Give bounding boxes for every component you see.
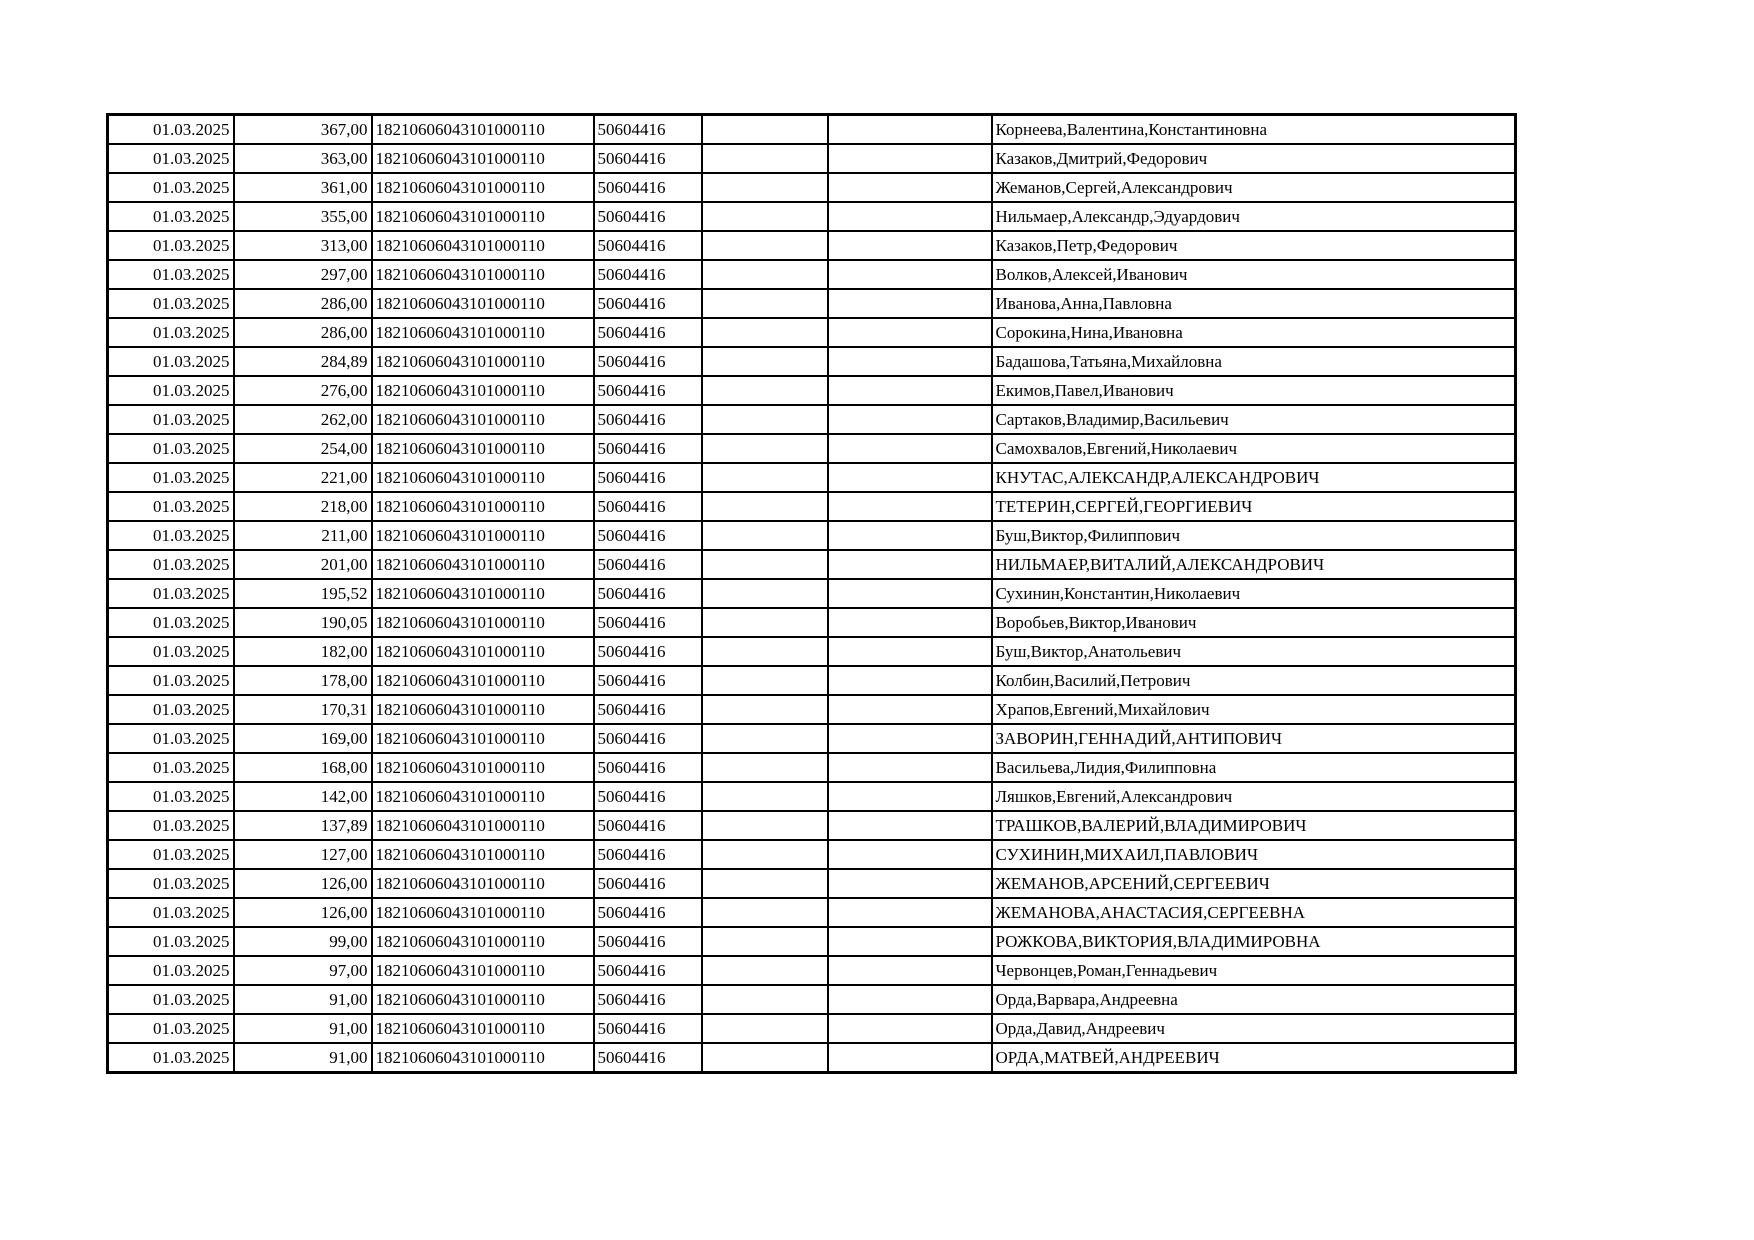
amount-cell: 361,00 [234, 173, 372, 202]
payer-name-cell: Орда,Давид,Андреевич [992, 1014, 1516, 1043]
date-cell: 01.03.2025 [108, 347, 234, 376]
amount-cell: 195,52 [234, 579, 372, 608]
amount-cell: 201,00 [234, 550, 372, 579]
empty-cell [702, 405, 828, 434]
empty-cell [702, 782, 828, 811]
empty-cell [702, 463, 828, 492]
empty-cell [702, 318, 828, 347]
empty-cell [702, 869, 828, 898]
oktmo-cell: 50604416 [594, 782, 702, 811]
kbk-cell: 18210606043101000110 [372, 405, 594, 434]
table-row [108, 637, 1516, 666]
empty-cell [828, 956, 992, 985]
empty-cell [828, 840, 992, 869]
table-row [108, 405, 1516, 434]
payer-name-cell: Васильева,Лидия,Филипповна [992, 753, 1516, 782]
amount-cell: 99,00 [234, 927, 372, 956]
payer-name-cell: Волков,Алексей,Иванович [992, 260, 1516, 289]
payer-name-cell: ОРДА,МАТВЕЙ,АНДРЕЕВИЧ [992, 1043, 1516, 1073]
kbk-cell: 18210606043101000110 [372, 724, 594, 753]
date-cell: 01.03.2025 [108, 318, 234, 347]
kbk-cell: 18210606043101000110 [372, 463, 594, 492]
table-row [108, 1014, 1516, 1043]
date-cell: 01.03.2025 [108, 463, 234, 492]
table-row [108, 927, 1516, 956]
oktmo-cell: 50604416 [594, 753, 702, 782]
empty-cell [702, 724, 828, 753]
oktmo-cell: 50604416 [594, 898, 702, 927]
amount-cell: 170,31 [234, 695, 372, 724]
amount-cell: 126,00 [234, 898, 372, 927]
table-row [108, 260, 1516, 289]
kbk-cell: 18210606043101000110 [372, 579, 594, 608]
oktmo-cell: 50604416 [594, 405, 702, 434]
amount-cell: 126,00 [234, 869, 372, 898]
empty-cell [828, 985, 992, 1014]
empty-cell [828, 666, 992, 695]
table-row [108, 289, 1516, 318]
amount-cell: 91,00 [234, 1043, 372, 1073]
kbk-cell: 18210606043101000110 [372, 985, 594, 1014]
payer-name-cell: Екимов,Павел,Иванович [992, 376, 1516, 405]
date-cell: 01.03.2025 [108, 260, 234, 289]
empty-cell [828, 115, 992, 145]
payer-name-cell: СУХИНИН,МИХАИЛ,ПАВЛОВИЧ [992, 840, 1516, 869]
kbk-cell: 18210606043101000110 [372, 550, 594, 579]
amount-cell: 355,00 [234, 202, 372, 231]
oktmo-cell: 50604416 [594, 376, 702, 405]
empty-cell [702, 434, 828, 463]
date-cell: 01.03.2025 [108, 202, 234, 231]
empty-cell [828, 898, 992, 927]
payer-name-cell: НИЛЬМАЕР,ВИТАЛИЙ,АЛЕКСАНДРОВИЧ [992, 550, 1516, 579]
empty-cell [702, 608, 828, 637]
date-cell: 01.03.2025 [108, 927, 234, 956]
empty-cell [828, 1014, 992, 1043]
date-cell: 01.03.2025 [108, 811, 234, 840]
kbk-cell: 18210606043101000110 [372, 376, 594, 405]
empty-cell [702, 927, 828, 956]
table-row [108, 579, 1516, 608]
kbk-cell: 18210606043101000110 [372, 637, 594, 666]
kbk-cell: 18210606043101000110 [372, 927, 594, 956]
empty-cell [702, 347, 828, 376]
amount-cell: 276,00 [234, 376, 372, 405]
date-cell: 01.03.2025 [108, 521, 234, 550]
payer-name-cell: Червонцев,Роман,Геннадьевич [992, 956, 1516, 985]
oktmo-cell: 50604416 [594, 1043, 702, 1073]
empty-cell [828, 608, 992, 637]
kbk-cell: 18210606043101000110 [372, 144, 594, 173]
empty-cell [828, 376, 992, 405]
empty-cell [702, 521, 828, 550]
date-cell: 01.03.2025 [108, 695, 234, 724]
date-cell: 01.03.2025 [108, 231, 234, 260]
empty-cell [702, 695, 828, 724]
amount-cell: 178,00 [234, 666, 372, 695]
kbk-cell: 18210606043101000110 [372, 434, 594, 463]
oktmo-cell: 50604416 [594, 173, 702, 202]
empty-cell [702, 492, 828, 521]
kbk-cell: 18210606043101000110 [372, 492, 594, 521]
table-row [108, 985, 1516, 1014]
date-cell: 01.03.2025 [108, 840, 234, 869]
kbk-cell: 18210606043101000110 [372, 782, 594, 811]
date-cell: 01.03.2025 [108, 376, 234, 405]
kbk-cell: 18210606043101000110 [372, 956, 594, 985]
kbk-cell: 18210606043101000110 [372, 840, 594, 869]
table-row [108, 202, 1516, 231]
empty-cell [828, 318, 992, 347]
kbk-cell: 18210606043101000110 [372, 811, 594, 840]
date-cell: 01.03.2025 [108, 1043, 234, 1073]
oktmo-cell: 50604416 [594, 202, 702, 231]
empty-cell [702, 811, 828, 840]
oktmo-cell: 50604416 [594, 492, 702, 521]
table-row [108, 840, 1516, 869]
empty-cell [828, 405, 992, 434]
oktmo-cell: 50604416 [594, 927, 702, 956]
payer-name-cell: Буш,Виктор,Филиппович [992, 521, 1516, 550]
amount-cell: 284,89 [234, 347, 372, 376]
payer-name-cell: КНУТАС,АЛЕКСАНДР,АЛЕКСАНДРОВИЧ [992, 463, 1516, 492]
table-row [108, 492, 1516, 521]
payer-name-cell: Иванова,Анна,Павловна [992, 289, 1516, 318]
amount-cell: 367,00 [234, 115, 372, 145]
payer-name-cell: Казаков,Петр,Федорович [992, 231, 1516, 260]
empty-cell [702, 376, 828, 405]
kbk-cell: 18210606043101000110 [372, 231, 594, 260]
empty-cell [828, 231, 992, 260]
amount-cell: 137,89 [234, 811, 372, 840]
table-row [108, 318, 1516, 347]
date-cell: 01.03.2025 [108, 608, 234, 637]
kbk-cell: 18210606043101000110 [372, 260, 594, 289]
date-cell: 01.03.2025 [108, 1014, 234, 1043]
oktmo-cell: 50604416 [594, 318, 702, 347]
empty-cell [702, 202, 828, 231]
table-row [108, 376, 1516, 405]
amount-cell: 211,00 [234, 521, 372, 550]
date-cell: 01.03.2025 [108, 492, 234, 521]
table-row [108, 695, 1516, 724]
payer-name-cell: ЖЕМАНОВ,АРСЕНИЙ,СЕРГЕЕВИЧ [992, 869, 1516, 898]
date-cell: 01.03.2025 [108, 637, 234, 666]
date-cell: 01.03.2025 [108, 550, 234, 579]
payer-name-cell: ТРАШКОВ,ВАЛЕРИЙ,ВЛАДИМИРОВИЧ [992, 811, 1516, 840]
payer-name-cell: ЗАВОРИН,ГЕННАДИЙ,АНТИПОВИЧ [992, 724, 1516, 753]
payer-name-cell: Самохвалов,Евгений,Николаевич [992, 434, 1516, 463]
empty-cell [702, 260, 828, 289]
kbk-cell: 18210606043101000110 [372, 173, 594, 202]
amount-cell: 169,00 [234, 724, 372, 753]
payer-name-cell: Буш,Виктор,Анатольевич [992, 637, 1516, 666]
oktmo-cell: 50604416 [594, 550, 702, 579]
amount-cell: 142,00 [234, 782, 372, 811]
amount-cell: 262,00 [234, 405, 372, 434]
empty-cell [828, 202, 992, 231]
kbk-cell: 18210606043101000110 [372, 1014, 594, 1043]
date-cell: 01.03.2025 [108, 869, 234, 898]
oktmo-cell: 50604416 [594, 521, 702, 550]
oktmo-cell: 50604416 [594, 840, 702, 869]
oktmo-cell: 50604416 [594, 811, 702, 840]
empty-cell [828, 811, 992, 840]
empty-cell [702, 289, 828, 318]
payer-name-cell: ТЕТЕРИН,СЕРГЕЙ,ГЕОРГИЕВИЧ [992, 492, 1516, 521]
date-cell: 01.03.2025 [108, 405, 234, 434]
oktmo-cell: 50604416 [594, 666, 702, 695]
amount-cell: 97,00 [234, 956, 372, 985]
payer-name-cell: Корнеева,Валентина,Константиновна [992, 115, 1516, 145]
oktmo-cell: 50604416 [594, 985, 702, 1014]
date-cell: 01.03.2025 [108, 782, 234, 811]
empty-cell [828, 550, 992, 579]
empty-cell [828, 637, 992, 666]
payer-name-cell: Нильмаер,Александр,Эдуардович [992, 202, 1516, 231]
payer-name-cell: Сартаков,Владимир,Васильевич [992, 405, 1516, 434]
amount-cell: 286,00 [234, 289, 372, 318]
kbk-cell: 18210606043101000110 [372, 666, 594, 695]
oktmo-cell: 50604416 [594, 637, 702, 666]
date-cell: 01.03.2025 [108, 666, 234, 695]
payer-name-cell: Сорокина,Нина,Ивановна [992, 318, 1516, 347]
table-row [108, 753, 1516, 782]
empty-cell [702, 115, 828, 145]
table-row [108, 173, 1516, 202]
payer-name-cell: РОЖКОВА,ВИКТОРИЯ,ВЛАДИМИРОВНА [992, 927, 1516, 956]
empty-cell [828, 782, 992, 811]
oktmo-cell: 50604416 [594, 724, 702, 753]
oktmo-cell: 50604416 [594, 869, 702, 898]
amount-cell: 218,00 [234, 492, 372, 521]
empty-cell [702, 840, 828, 869]
empty-cell [702, 898, 828, 927]
empty-cell [828, 260, 992, 289]
empty-cell [828, 579, 992, 608]
amount-cell: 91,00 [234, 985, 372, 1014]
empty-cell [702, 637, 828, 666]
empty-cell [702, 1014, 828, 1043]
amount-cell: 190,05 [234, 608, 372, 637]
oktmo-cell: 50604416 [594, 115, 702, 145]
empty-cell [828, 347, 992, 376]
oktmo-cell: 50604416 [594, 608, 702, 637]
table-row [108, 1043, 1516, 1073]
empty-cell [702, 753, 828, 782]
oktmo-cell: 50604416 [594, 695, 702, 724]
date-cell: 01.03.2025 [108, 956, 234, 985]
payer-name-cell: Сухинин,Константин,Николаевич [992, 579, 1516, 608]
kbk-cell: 18210606043101000110 [372, 115, 594, 145]
empty-cell [828, 869, 992, 898]
empty-cell [702, 956, 828, 985]
empty-cell [828, 463, 992, 492]
date-cell: 01.03.2025 [108, 985, 234, 1014]
oktmo-cell: 50604416 [594, 289, 702, 318]
table-row [108, 521, 1516, 550]
oktmo-cell: 50604416 [594, 260, 702, 289]
oktmo-cell: 50604416 [594, 434, 702, 463]
empty-cell [702, 985, 828, 1014]
empty-cell [828, 521, 992, 550]
table-row [108, 144, 1516, 173]
kbk-cell: 18210606043101000110 [372, 869, 594, 898]
table-row [108, 434, 1516, 463]
empty-cell [828, 724, 992, 753]
amount-cell: 313,00 [234, 231, 372, 260]
empty-cell [828, 753, 992, 782]
kbk-cell: 18210606043101000110 [372, 898, 594, 927]
amount-cell: 254,00 [234, 434, 372, 463]
table-row [108, 115, 1516, 145]
oktmo-cell: 50604416 [594, 463, 702, 492]
table-row [108, 550, 1516, 579]
kbk-cell: 18210606043101000110 [372, 753, 594, 782]
table-row [108, 898, 1516, 927]
empty-cell [828, 927, 992, 956]
payer-name-cell: ЖЕМАНОВА,АНАСТАСИЯ,СЕРГЕЕВНА [992, 898, 1516, 927]
table-row [108, 956, 1516, 985]
amount-cell: 182,00 [234, 637, 372, 666]
table-row [108, 811, 1516, 840]
empty-cell [702, 231, 828, 260]
date-cell: 01.03.2025 [108, 289, 234, 318]
date-cell: 01.03.2025 [108, 144, 234, 173]
empty-cell [828, 695, 992, 724]
oktmo-cell: 50604416 [594, 1014, 702, 1043]
empty-cell [702, 666, 828, 695]
empty-cell [702, 579, 828, 608]
amount-cell: 363,00 [234, 144, 372, 173]
oktmo-cell: 50604416 [594, 144, 702, 173]
empty-cell [828, 173, 992, 202]
kbk-cell: 18210606043101000110 [372, 347, 594, 376]
amount-cell: 91,00 [234, 1014, 372, 1043]
date-cell: 01.03.2025 [108, 115, 234, 145]
date-cell: 01.03.2025 [108, 173, 234, 202]
oktmo-cell: 50604416 [594, 956, 702, 985]
payer-name-cell: Бадашова,Татьяна,Михайловна [992, 347, 1516, 376]
amount-cell: 127,00 [234, 840, 372, 869]
amount-cell: 168,00 [234, 753, 372, 782]
amount-cell: 221,00 [234, 463, 372, 492]
payer-name-cell: Колбин,Василий,Петрович [992, 666, 1516, 695]
kbk-cell: 18210606043101000110 [372, 318, 594, 347]
date-cell: 01.03.2025 [108, 753, 234, 782]
kbk-cell: 18210606043101000110 [372, 608, 594, 637]
payments-table [106, 113, 1517, 1074]
payer-name-cell: Казаков,Дмитрий,Федорович [992, 144, 1516, 173]
empty-cell [828, 1043, 992, 1073]
amount-cell: 286,00 [234, 318, 372, 347]
date-cell: 01.03.2025 [108, 898, 234, 927]
table-row [108, 869, 1516, 898]
date-cell: 01.03.2025 [108, 724, 234, 753]
payer-name-cell: Ляшков,Евгений,Александрович [992, 782, 1516, 811]
payments-table-body [108, 115, 1516, 1073]
table-row [108, 347, 1516, 376]
empty-cell [702, 173, 828, 202]
oktmo-cell: 50604416 [594, 347, 702, 376]
table-row [108, 782, 1516, 811]
empty-cell [828, 492, 992, 521]
table-row [108, 231, 1516, 260]
empty-cell [702, 144, 828, 173]
empty-cell [702, 1043, 828, 1073]
payer-name-cell: Храпов,Евгений,Михайлович [992, 695, 1516, 724]
kbk-cell: 18210606043101000110 [372, 202, 594, 231]
kbk-cell: 18210606043101000110 [372, 521, 594, 550]
kbk-cell: 18210606043101000110 [372, 289, 594, 318]
empty-cell [828, 434, 992, 463]
table-row [108, 608, 1516, 637]
payer-name-cell: Воробьев,Виктор,Иванович [992, 608, 1516, 637]
payer-name-cell: Орда,Варвара,Андреевна [992, 985, 1516, 1014]
empty-cell [828, 289, 992, 318]
table-row [108, 463, 1516, 492]
payer-name-cell: Жеманов,Сергей,Александрович [992, 173, 1516, 202]
oktmo-cell: 50604416 [594, 231, 702, 260]
empty-cell [828, 144, 992, 173]
table-row [108, 724, 1516, 753]
oktmo-cell: 50604416 [594, 579, 702, 608]
date-cell: 01.03.2025 [108, 434, 234, 463]
date-cell: 01.03.2025 [108, 579, 234, 608]
kbk-cell: 18210606043101000110 [372, 695, 594, 724]
amount-cell: 297,00 [234, 260, 372, 289]
kbk-cell: 18210606043101000110 [372, 1043, 594, 1073]
empty-cell [702, 550, 828, 579]
table-row [108, 666, 1516, 695]
